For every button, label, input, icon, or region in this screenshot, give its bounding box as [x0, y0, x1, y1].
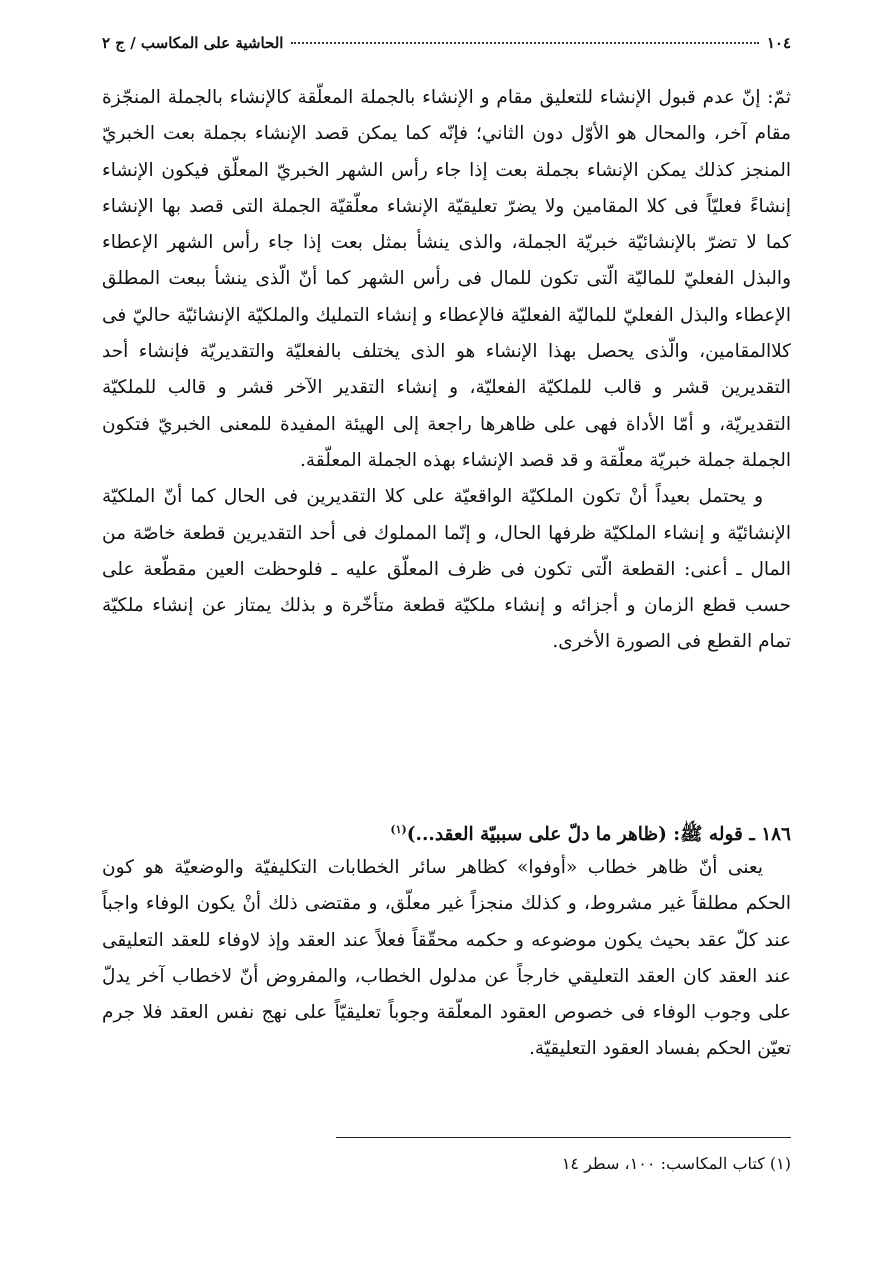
section-body: يعنى أنّ ظاهر خطاب «أوفوا» كظاهر سائر الخطابات التكليفيّة والوضعيّة هو كون الحكم مطلقاً غير مشروط، و كذلك منجزاً غير معلّق، و مقتضى ذلك أنْ يكون الوفاء واجباً عند كلّ عقد بحيث يكون موضوعه و حكمه محقّقاً فعلاً عند العقد وإذ لاوفاء للعقد التعليقى عند العقد كان العقد التعليقي خارجاً عن مدلول الخطاب، والمفروض أنّ لاخطاب آخر يدلّ على وجوب الوفاء فى خصوص العقود المعلّقة وجوباً تعليقيّاً على نهج نفس العقد فلا جرم تعيّن الحكم بفساد العقود التعليقيّة.: [102, 857, 791, 1060]
footnote: (١) كتاب المكاسب: ١٠٠، سطر ١٤: [561, 1154, 791, 1173]
page-number: ١٠٤: [766, 34, 791, 52]
header-leader-dots: [291, 42, 758, 44]
footnote-marker: (١): [390, 823, 407, 836]
running-title: الحاشية على المكاسب / ج ٢: [102, 34, 284, 52]
section-heading-text: ١٨٦ ـ قوله ﷺ: (ظاهر ما دلّ على سببيّة العقد...): [406, 824, 791, 846]
paragraph-2: و يحتمل بعيداً أنْ تكون الملكيّة الواقعيّة على كلا التقديرين فى الحال كما أنّ الملكيّة الإنشائيّة و إنشاء الملكيّة ظرفها الحال، و إنّما المملوك فى أحد التقديرين قطعة خاصّة من المال ـ أعنى: القطعة الّتى تكون فى ظرف المعلّق عليه ـ فلوحظت العين مقطّعة على حسب قطع الزمان و أجزائه و إنشاء ملكيّة قطعة متأخّرة و بذلك يمتاز عن إنشاء ملكيّة تمام القطع فى الصورة الأخرى.: [102, 486, 791, 653]
running-header: [102, 34, 791, 52]
main-text: [102, 80, 791, 661]
section-commentary: [102, 850, 791, 1068]
paragraph-1: ثمّ: إنّ عدم قبول الإنشاء للتعليق مقام و الإنشاء بالجملة المعلّقة كالإنشاء بالجملة المنجّزة مقام آخر، والمحال هو الأوّل دون الثاني؛ فإنّه كما يمكن قصد الإنشاء بجملة بعت الخبريّ المنجز كذلك يمكن الإنشاء بجملة بعت إذا جاء رأس الشهر الخبريّ المعلّق فيكون الإنشاء إنشاءً فعليّاً فى كلا المقامين ولا يضرّ تعليقيّة الإنشاء معلّقيّة الجملة التى قصد بها الإنشاء كما لا تضرّ بالإنشائيّة خبريّة الجملة، والذى ينشأ بمثل بعت إذا جاء رأس الشهر الإعطاء والبذل الفعليّ للماليّة الّتى تكون للمال فى رأس الشهر كما أنّ الّذى ينشأ ببعت المطلق الإعطاء والبذل الفعليّ للماليّة الفعليّة فالإعطاء و إنشاء التمليك والملكيّة الإنشائيّة حاليّ فى كلاالمقامين، والّذى يحصل بهذا الإنشاء هو الذى يختلف بالفعليّة والتقديريّة فإنشاء أحد التقديرين قشر و قالب للملكيّة الفعليّة، و إنشاء التقدير الآخر قشر و قالب للملكيّة التقديريّة، و أمّا الأداة فهى على ظاهرها راجعة إلى الهيئة المفيدة للمعنى الخبريّ فتكون الجملة جملة خبريّة معلّقة و قد قصد الإنشاء بهذه الجملة المعلّقة.: [102, 87, 791, 471]
section-heading: [102, 812, 791, 853]
footnote-divider: [336, 1137, 791, 1138]
